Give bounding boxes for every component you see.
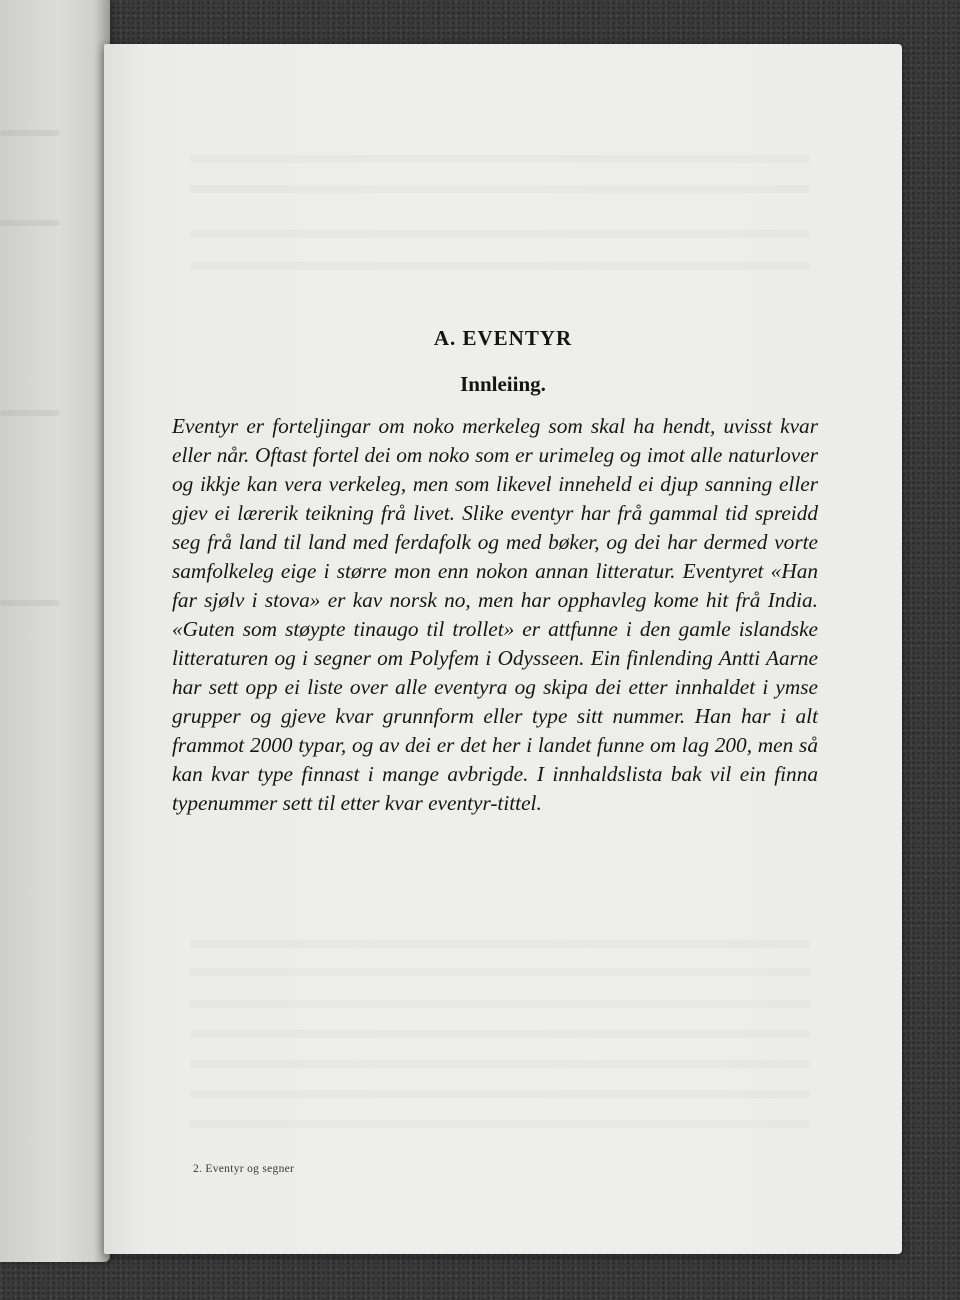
show-through-line (190, 1000, 810, 1008)
left-page-show-through (0, 410, 60, 416)
section-heading: A. EVENTYR (433, 326, 573, 350)
show-through-line (190, 1120, 810, 1128)
show-through-line (190, 1090, 810, 1098)
show-through-line (190, 230, 810, 238)
page-footer-signature: 2. Eventyr og segner (193, 1163, 295, 1175)
show-through-line (190, 968, 810, 976)
show-through-line (190, 185, 810, 193)
show-through-line (190, 155, 810, 163)
left-page-edge (0, 0, 110, 1262)
show-through-line (190, 1030, 810, 1038)
left-page-show-through (0, 600, 60, 606)
show-through-line (190, 262, 810, 270)
body-paragraph: Eventyr er forteljingar om noko merkeleg som skal ha hendt, uvisst kvar eller når. Oftast fortel dei om noko som er urimeleg og imot alle naturlover og ikkje kan vera verkeleg, men som likevel inneheld ei djup sanning eller gjev ei lærerik teikning frå livet. Slike eventyr har frå gammal tid spreidd seg frå land til land med ferdafolk og med bøker, og dei har dermed vorte samfolkeleg eige i større mon enn nokon annan litteratur. Eventyret «Han far sjølv i stova» er kav norsk no, men har opphavleg kome hit frå India. «Guten som støypte tinaugo til trollet» er attfunne i den gamle islandske litteraturen og i segner om Polyfem i Odysseen. Ein finlending Antti Aarne har sett opp ei liste over alle eventyra og skipa dei etter innhaldet i ymse grupper og gjeve kvar grunnform eller type sitt nummer. Han har i alt frammot 2000 typar, og av dei er det her i landet funne om lag 200, men så kan kvar type finnast i mange avbrigde. I innhaldslista bak vil ein finna typenummer sett til etter kvar eventyr-tittel. (172, 414, 818, 815)
show-through-line (190, 940, 810, 948)
left-page-show-through (0, 220, 60, 226)
show-through-line (190, 1060, 810, 1068)
section-subheading: Innleiing. (460, 372, 546, 396)
left-page-show-through (0, 130, 60, 136)
